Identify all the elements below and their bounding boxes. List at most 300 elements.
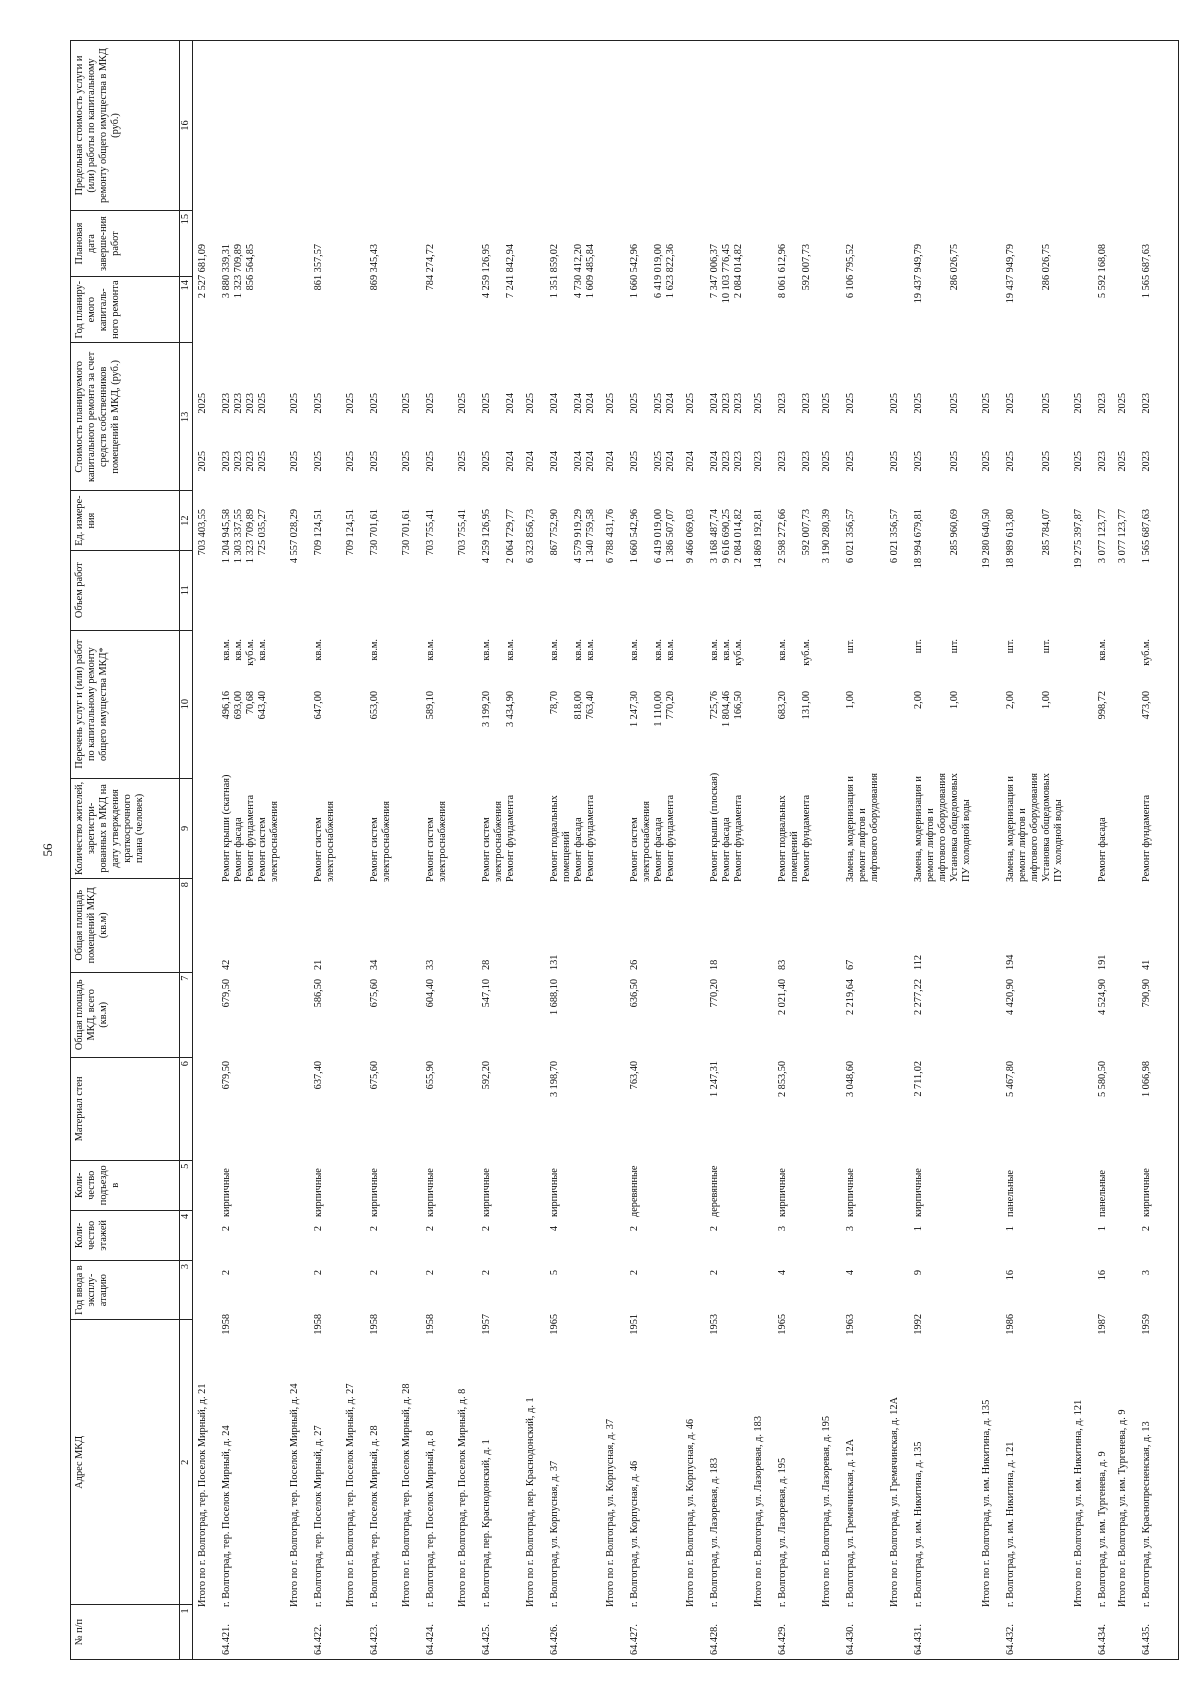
header-cell: № п/п (71, 1605, 180, 1660)
cell-due: 2025 (197, 393, 208, 414)
cell-addr: г. Волгоград, ул. Лазоревая, д. 183 (709, 1457, 720, 1607)
cell-addr: Итого по г. Волгоград, ул. им. Никитина, д. 135 (981, 1399, 992, 1607)
cell-cost: 1 303 337,55 (233, 509, 244, 564)
cell-unit: кв.м. (573, 639, 584, 661)
cell-limit: 286 026,75 (1041, 244, 1052, 291)
cell-entr: 1 (1097, 1226, 1108, 1232)
cell-plan: 2025 (1117, 451, 1128, 472)
cell-plan: 2024 (585, 451, 596, 472)
cell-cost: 4 579 919,29 (573, 509, 584, 564)
cell-cost: 285 960,69 (949, 509, 960, 556)
cell-num: 64.427. (629, 1624, 640, 1655)
header-cell: Общая площадь МКД, всего (кв.м) (71, 972, 180, 1058)
cell-addr: Итого по г. Волгоград, тер. Поселок Мирный, д. 27 (345, 1383, 356, 1607)
cell-unit: кв.м. (629, 639, 640, 661)
cell-total: 3 048,60 (845, 1061, 856, 1098)
cell-entr: 2 (709, 1226, 720, 1232)
cell-limit: 1 623 822,36 (665, 244, 676, 299)
column-number: 15 (180, 211, 193, 277)
cell-due: 2023 (1097, 393, 1108, 414)
cell-num: 64.422. (313, 1624, 324, 1655)
cell-plan: 2025 (653, 451, 664, 472)
cell-unit: шт. (913, 639, 924, 654)
cell-area: 4 420,90 (1005, 979, 1016, 1016)
cell-floors: 2 (481, 1270, 492, 1276)
cell-cost: 3 190 280,39 (821, 509, 832, 564)
column-number: 1 (180, 1605, 193, 1660)
cell-due: 2025 (1005, 393, 1016, 414)
cell-vol: 1 247,30 (629, 691, 640, 728)
cell-works: Ремонт фасада (653, 817, 664, 882)
cell-works: Ремонт фасада (233, 817, 244, 882)
cell-year: 1953 (709, 1314, 720, 1335)
cell-unit: куб.м. (801, 639, 812, 666)
cell-floors: 5 (549, 1270, 560, 1276)
column-number: 9 (180, 778, 193, 878)
column-number: 10 (180, 630, 193, 778)
cell-unit: кв.м. (505, 639, 516, 661)
cell-works: Ремонт фундамента (801, 794, 812, 882)
cell-unit: кв.м. (221, 639, 232, 661)
cell-entr: 2 (425, 1226, 436, 1232)
column-number: 6 (180, 1058, 193, 1161)
cell-cost: 3 168 487,74 (709, 509, 720, 564)
cell-works: лифтового оборудования (869, 773, 880, 882)
cell-limit: 2 527 681,09 (197, 244, 208, 299)
cell-total: 5 467,80 (1005, 1061, 1016, 1098)
cell-num: 64.421. (221, 1624, 232, 1655)
cell-cost: 6 021 356,57 (845, 509, 856, 564)
cell-floors: 2 (425, 1270, 436, 1276)
cell-unit: шт. (1005, 639, 1016, 654)
cell-year: 1957 (481, 1314, 492, 1335)
cell-plan: 2025 (457, 451, 468, 472)
cell-due: 2025 (401, 393, 412, 414)
cell-due: 2025 (981, 393, 992, 414)
cell-num: 64.432. (1005, 1624, 1016, 1655)
cell-due: 2025 (753, 393, 764, 414)
cell-due: 2025 (257, 393, 268, 414)
cell-plan: 2023 (777, 451, 788, 472)
header-cell: Год планиру-емого капиталь-ного ремонта (71, 277, 180, 343)
cell-mat: панельные (1005, 1170, 1016, 1217)
column-number: 16 (180, 41, 193, 211)
cell-due: 2025 (653, 393, 664, 414)
cell-year: 1992 (913, 1314, 924, 1335)
header-cell: Стоимость планируемого капитального ремонта за счет средств собственников помещений в МКД, (руб.) (71, 343, 180, 491)
cell-vol: 78,70 (549, 691, 560, 715)
cell-due: 2025 (1117, 393, 1128, 414)
cell-unit: шт. (949, 639, 960, 654)
column-number: 7 (180, 972, 193, 1058)
cell-works: Ремонт подвальных (777, 795, 788, 882)
cell-area: 679,50 (221, 979, 232, 1008)
cell-cost: 2 064 729,77 (505, 509, 516, 564)
cell-works: Ремонт фасада (1097, 817, 1108, 882)
cell-total: 592,20 (481, 1061, 492, 1090)
cell-unit: кв.м. (665, 639, 676, 661)
cell-unit: кв.м. (369, 639, 380, 661)
cell-entr: 2 (369, 1226, 380, 1232)
rotated-table-sheet (40, 40, 1175, 1660)
column-number: 3 (180, 1260, 193, 1319)
cell-due: 2024 (573, 393, 584, 414)
cell-year: 1959 (1141, 1314, 1152, 1335)
cell-works: Замена, модернизация и (913, 776, 924, 882)
cell-limit: 1 323 709,89 (233, 244, 244, 299)
cell-people: 33 (425, 959, 436, 970)
cell-addr: г. Волгоград, ул. им. Никитина, д. 135 (913, 1441, 924, 1607)
column-number: 13 (180, 343, 193, 491)
cell-due: 2024 (505, 393, 516, 414)
cell-works: Замена, модернизация и (845, 776, 856, 882)
cell-entr: 1 (913, 1226, 924, 1232)
cell-floors: 4 (845, 1270, 856, 1276)
cell-due: 2023 (801, 393, 812, 414)
cell-works: Ремонт фундамента (665, 794, 676, 882)
cell-due: 2024 (549, 393, 560, 414)
cell-plan: 2025 (257, 451, 268, 472)
cell-year: 1958 (313, 1314, 324, 1335)
cell-num: 64.434. (1097, 1624, 1108, 1655)
cell-addr: Итого по г. Волгоград, ул. Корпусная, д. 37 (605, 1418, 616, 1607)
cell-plan: 2024 (573, 451, 584, 472)
cell-cost: 2 084 014,82 (733, 509, 744, 564)
cell-unit: кв.м. (481, 639, 492, 661)
header-cell: Предельная стоимость услуги и (или) работы по капитальному ремонту общего имущества в МКД (руб.) (71, 41, 180, 211)
cell-entr: 2 (313, 1226, 324, 1232)
cell-entr: 2 (1141, 1226, 1152, 1232)
cell-area: 2 219,64 (845, 979, 856, 1016)
cell-cost: 18 989 613,80 (1005, 509, 1016, 569)
cell-plan: 2023 (233, 451, 244, 472)
cell-people: 18 (709, 959, 720, 970)
cell-limit: 3 880 339,31 (221, 244, 232, 299)
cell-due: 2025 (525, 393, 536, 414)
cell-vol: 693,00 (233, 691, 244, 720)
cell-unit: кв.м. (233, 639, 244, 661)
cell-vol: 473,00 (1141, 691, 1152, 720)
cell-cost: 1 323 709,89 (245, 509, 256, 564)
cell-mat: кирпичные (549, 1168, 560, 1217)
cell-limit: 1 565 687,63 (1141, 244, 1152, 299)
cell-floors: 2 (221, 1270, 232, 1276)
cell-unit: шт. (845, 639, 856, 654)
cell-due: 2025 (685, 393, 696, 414)
cell-vol: 1,00 (949, 691, 960, 710)
cell-year: 1958 (425, 1314, 436, 1335)
header-cell: Перечень услуг и (или) работ по капитальному ремонту общего имущества МКД* (71, 630, 180, 778)
cell-addr: г. Волгоград, ул. Корпусная, д. 46 (629, 1460, 640, 1607)
cell-unit: кв.м. (585, 639, 596, 661)
cell-cost: 725 035,27 (257, 509, 268, 556)
cell-vol: 725,76 (709, 691, 720, 720)
cell-addr: Итого по г. Волгоград, ул. Корпусная, д. 46 (685, 1418, 696, 1607)
cell-people: 26 (629, 959, 640, 970)
cell-plan: 2023 (721, 451, 732, 472)
cell-unit: кв.м. (257, 639, 268, 661)
header-cell: Коли-чество этажей (71, 1210, 180, 1260)
cell-unit: куб.м. (245, 639, 256, 666)
cell-entr: 3 (777, 1226, 788, 1232)
cell-year: 1965 (549, 1314, 560, 1335)
cell-plan: 2025 (845, 451, 856, 472)
cell-cost: 592 007,73 (801, 509, 812, 556)
cell-limit: 2 084 014,82 (733, 244, 744, 299)
cell-mat: кирпичные (221, 1168, 232, 1217)
cell-plan: 2025 (949, 451, 960, 472)
cell-year: 1986 (1005, 1314, 1016, 1335)
cell-plan: 2024 (685, 451, 696, 472)
cell-plan: 2023 (245, 451, 256, 472)
cell-cost: 19 275 397,87 (1073, 509, 1084, 569)
cell-works: Ремонт систем (369, 817, 380, 882)
cell-addr: г. Волгоград, пер. Краснодонский, д. 1 (481, 1439, 492, 1607)
header-cell: Количество жителей, зарегистри-рованных в МКД на дату утверждения краткосрочного плана (человек) (71, 778, 180, 878)
cell-works: Ремонт крыши (скатная) (221, 774, 232, 882)
cell-vol: 653,00 (369, 691, 380, 720)
column-number: 2 (180, 1320, 193, 1605)
cell-addr: г. Волгоград, тер. Поселок Мирный, д. 27 (313, 1425, 324, 1607)
cell-works: ПУ холодной воды (1053, 799, 1064, 882)
column-number-row (180, 41, 193, 1660)
header-cell: Плановая дата заверше-ния работ (71, 211, 180, 277)
cell-vol: 683,20 (777, 691, 788, 720)
cell-plan: 2024 (525, 451, 536, 472)
cell-people: 42 (221, 959, 232, 970)
cell-plan: 2023 (1097, 451, 1108, 472)
cell-limit: 4 730 412,20 (573, 244, 584, 299)
cell-addr: Итого по г. Волгоград, пер. Краснодонский, д. 1 (525, 1397, 536, 1607)
cell-mat: кирпичные (313, 1168, 324, 1217)
cell-cost: 709 124,51 (345, 509, 356, 556)
cell-plan: 2025 (821, 451, 832, 472)
cell-plan: 2025 (1073, 451, 1084, 472)
cell-limit: 5 592 168,08 (1097, 244, 1108, 299)
cell-entr: 3 (845, 1226, 856, 1232)
cell-unit: кв.м. (549, 639, 560, 661)
cell-works: Ремонт фасада (721, 817, 732, 882)
cell-area: 636,50 (629, 979, 640, 1008)
cell-due: 2023 (245, 393, 256, 414)
column-number: 14 (180, 277, 193, 343)
cell-works: Ремонт подвальных (549, 795, 560, 882)
cell-cost: 1 386 507,07 (665, 509, 676, 564)
cell-limit: 1 660 542,96 (629, 244, 640, 299)
cell-addr: г. Волгоград, тер. Поселок Мирный, д. 8 (425, 1430, 436, 1607)
cell-area: 675,60 (369, 979, 380, 1008)
cell-cost: 9 466 069,03 (685, 509, 696, 564)
header-cell: Объем работ (71, 550, 180, 630)
cell-floors: 2 (709, 1270, 720, 1276)
cell-due: 2025 (629, 393, 640, 414)
cell-addr: Итого по г. Волгоград, тер. Поселок Мирный, д. 24 (289, 1383, 300, 1607)
cell-cost: 703 755,41 (425, 509, 436, 556)
cell-limit: 19 437 949,79 (913, 244, 924, 304)
cell-works: Замена, модернизация и (1005, 776, 1016, 882)
cell-cost: 4 259 126,95 (481, 509, 492, 564)
cell-addr: г. Волгоград, ул. Краснопресненская, д. 13 (1141, 1421, 1152, 1607)
cell-total: 3 198,70 (549, 1061, 560, 1098)
cell-works: электроснабжения (437, 801, 448, 882)
cell-people: 28 (481, 959, 492, 970)
cell-works: лифтового оборудования (937, 773, 948, 882)
cell-due: 2025 (889, 393, 900, 414)
cell-due: 2023 (777, 393, 788, 414)
cell-works: ремонт лифтов и (925, 808, 936, 882)
cell-total: 637,40 (313, 1061, 324, 1090)
cell-plan: 2025 (369, 451, 380, 472)
cell-unit: кв.м. (425, 639, 436, 661)
cell-area: 2 277,22 (913, 979, 924, 1016)
cell-plan: 2023 (801, 451, 812, 472)
cell-vol: 763,40 (585, 691, 596, 720)
cell-mat: панельные (1097, 1170, 1108, 1217)
cell-works: Ремонт фундамента (245, 794, 256, 882)
column-number: 11 (180, 550, 193, 630)
cell-plan: 2025 (401, 451, 412, 472)
cell-people: 112 (913, 954, 924, 970)
cell-people: 67 (845, 959, 856, 970)
cell-cost: 6 419 019,00 (653, 509, 664, 564)
cell-area: 4 524,90 (1097, 979, 1108, 1016)
cell-cost: 6 323 856,73 (525, 509, 536, 564)
cell-unit: кв.м. (709, 639, 720, 661)
cell-plan: 2024 (505, 451, 516, 472)
cell-works: электроснабжения (381, 801, 392, 882)
cell-plan: 2025 (313, 451, 324, 472)
cell-vol: 2,00 (1005, 691, 1016, 710)
cell-limit: 856 564,85 (245, 244, 256, 291)
cell-cost: 703 403,55 (197, 509, 208, 556)
cell-works: Ремонт фундамента (505, 794, 516, 882)
cell-vol: 589,10 (425, 691, 436, 720)
cell-entr: 2 (629, 1226, 640, 1232)
cell-limit: 286 026,75 (949, 244, 960, 291)
header-row (71, 41, 180, 1660)
column-number: 4 (180, 1210, 193, 1260)
cell-due: 2023 (233, 393, 244, 414)
cell-total: 679,50 (221, 1061, 232, 1090)
header-cell: Год ввода в эксплу-атацию (71, 1260, 180, 1319)
cell-limit: 10 103 776,45 (721, 244, 732, 304)
cell-limit: 6 106 795,52 (845, 244, 856, 299)
cell-floors: 2 (313, 1270, 324, 1276)
cell-year: 1965 (777, 1314, 788, 1335)
cell-cost: 18 994 679,81 (913, 509, 924, 569)
cell-vol: 1,00 (1041, 691, 1052, 710)
cell-due: 2025 (913, 393, 924, 414)
cell-due: 2023 (221, 393, 232, 414)
column-number: 8 (180, 879, 193, 972)
cell-works: ремонт лифтов и (857, 808, 868, 882)
cell-cost: 730 701,61 (369, 509, 380, 556)
cell-works: ПУ холодной воды (961, 799, 972, 882)
cell-year: 1963 (845, 1314, 856, 1335)
cell-year: 1958 (221, 1314, 232, 1335)
cell-vol: 1 804,46 (721, 691, 732, 728)
cell-unit: куб.м. (733, 639, 744, 666)
cell-area: 2 021,40 (777, 979, 788, 1016)
cell-total: 2 711,02 (913, 1061, 924, 1097)
cell-unit: кв.м. (313, 639, 324, 661)
cell-vol: 2,00 (913, 691, 924, 710)
cell-plan: 2024 (605, 451, 616, 472)
cell-floors: 16 (1005, 1270, 1016, 1281)
cell-limit: 592 007,73 (801, 244, 812, 291)
column-number: 12 (180, 491, 193, 550)
cell-due: 2025 (1073, 393, 1084, 414)
cell-works: электроснабжения (641, 801, 652, 882)
cell-mat: кирпичные (845, 1168, 856, 1217)
cell-cost: 19 280 640,50 (981, 509, 992, 569)
cell-works: электроснабжения (269, 801, 280, 882)
cell-works: Установка общедомовых (1041, 773, 1052, 882)
cell-limit: 861 357,57 (313, 244, 324, 291)
cell-plan: 2025 (913, 451, 924, 472)
cell-works: помещений (561, 831, 572, 882)
cell-cost: 2 598 272,66 (777, 509, 788, 564)
cell-vol: 166,50 (733, 691, 744, 720)
table-body (193, 41, 1179, 1660)
cell-due: 2024 (585, 393, 596, 414)
cell-due: 2025 (605, 393, 616, 414)
cell-plan: 2023 (733, 451, 744, 472)
cell-floors: 9 (913, 1270, 924, 1276)
cell-mat: кирпичные (913, 1168, 924, 1217)
cell-limit: 1 609 485,84 (585, 244, 596, 299)
cell-due: 2025 (425, 393, 436, 414)
cell-due: 2025 (289, 393, 300, 414)
cell-addr: г. Волгоград, ул. Лазоревая, д. 195 (777, 1457, 788, 1607)
cell-unit: кв.м. (721, 639, 732, 661)
cell-entr: 4 (549, 1226, 560, 1232)
cell-due: 2023 (1141, 393, 1152, 414)
cell-vol: 818,00 (573, 691, 584, 720)
cell-addr: г. Волгоград, тер. Поселок Мирный, д. 24 (221, 1425, 232, 1607)
header-cell: Адрес МКД (71, 1320, 180, 1605)
cell-addr: Итого по г. Волгоград, ул. Лазоревая, д. 195 (821, 1416, 832, 1607)
cell-vol: 3 199,20 (481, 691, 492, 728)
cell-area: 790,90 (1141, 979, 1152, 1008)
cell-due: 2025 (457, 393, 468, 414)
cell-vol: 1 110,00 (653, 691, 664, 727)
cell-plan: 2024 (709, 451, 720, 472)
cell-total: 655,90 (425, 1061, 436, 1090)
cell-num: 64.424. (425, 1624, 436, 1655)
cell-plan: 2025 (289, 451, 300, 472)
cell-works: Ремонт фасада (573, 817, 584, 882)
cell-year: 1958 (369, 1314, 380, 1335)
cell-cost: 1 565 687,63 (1141, 509, 1152, 564)
cell-due: 2025 (369, 393, 380, 414)
cell-plan: 2025 (889, 451, 900, 472)
cell-area: 604,40 (425, 979, 436, 1008)
cell-due: 2025 (949, 393, 960, 414)
cell-due: 2024 (665, 393, 676, 414)
cell-plan: 2024 (665, 451, 676, 472)
cell-people: 34 (369, 959, 380, 970)
cell-addr: г. Волгоград, ул. Гремячинская, д. 12А (845, 1438, 856, 1607)
cell-addr: Итого по г. Волгоград, ул. Гремячинская, д. 12А (889, 1397, 900, 1607)
cell-works: Ремонт систем (629, 817, 640, 882)
cell-unit: кв.м. (777, 639, 788, 661)
cell-due: 2025 (845, 393, 856, 414)
cell-works: электроснабжения (493, 801, 504, 882)
cell-mat: кирпичные (1141, 1168, 1152, 1217)
cell-vol: 70,68 (245, 691, 256, 715)
cell-limit: 1 351 859,02 (549, 244, 560, 299)
